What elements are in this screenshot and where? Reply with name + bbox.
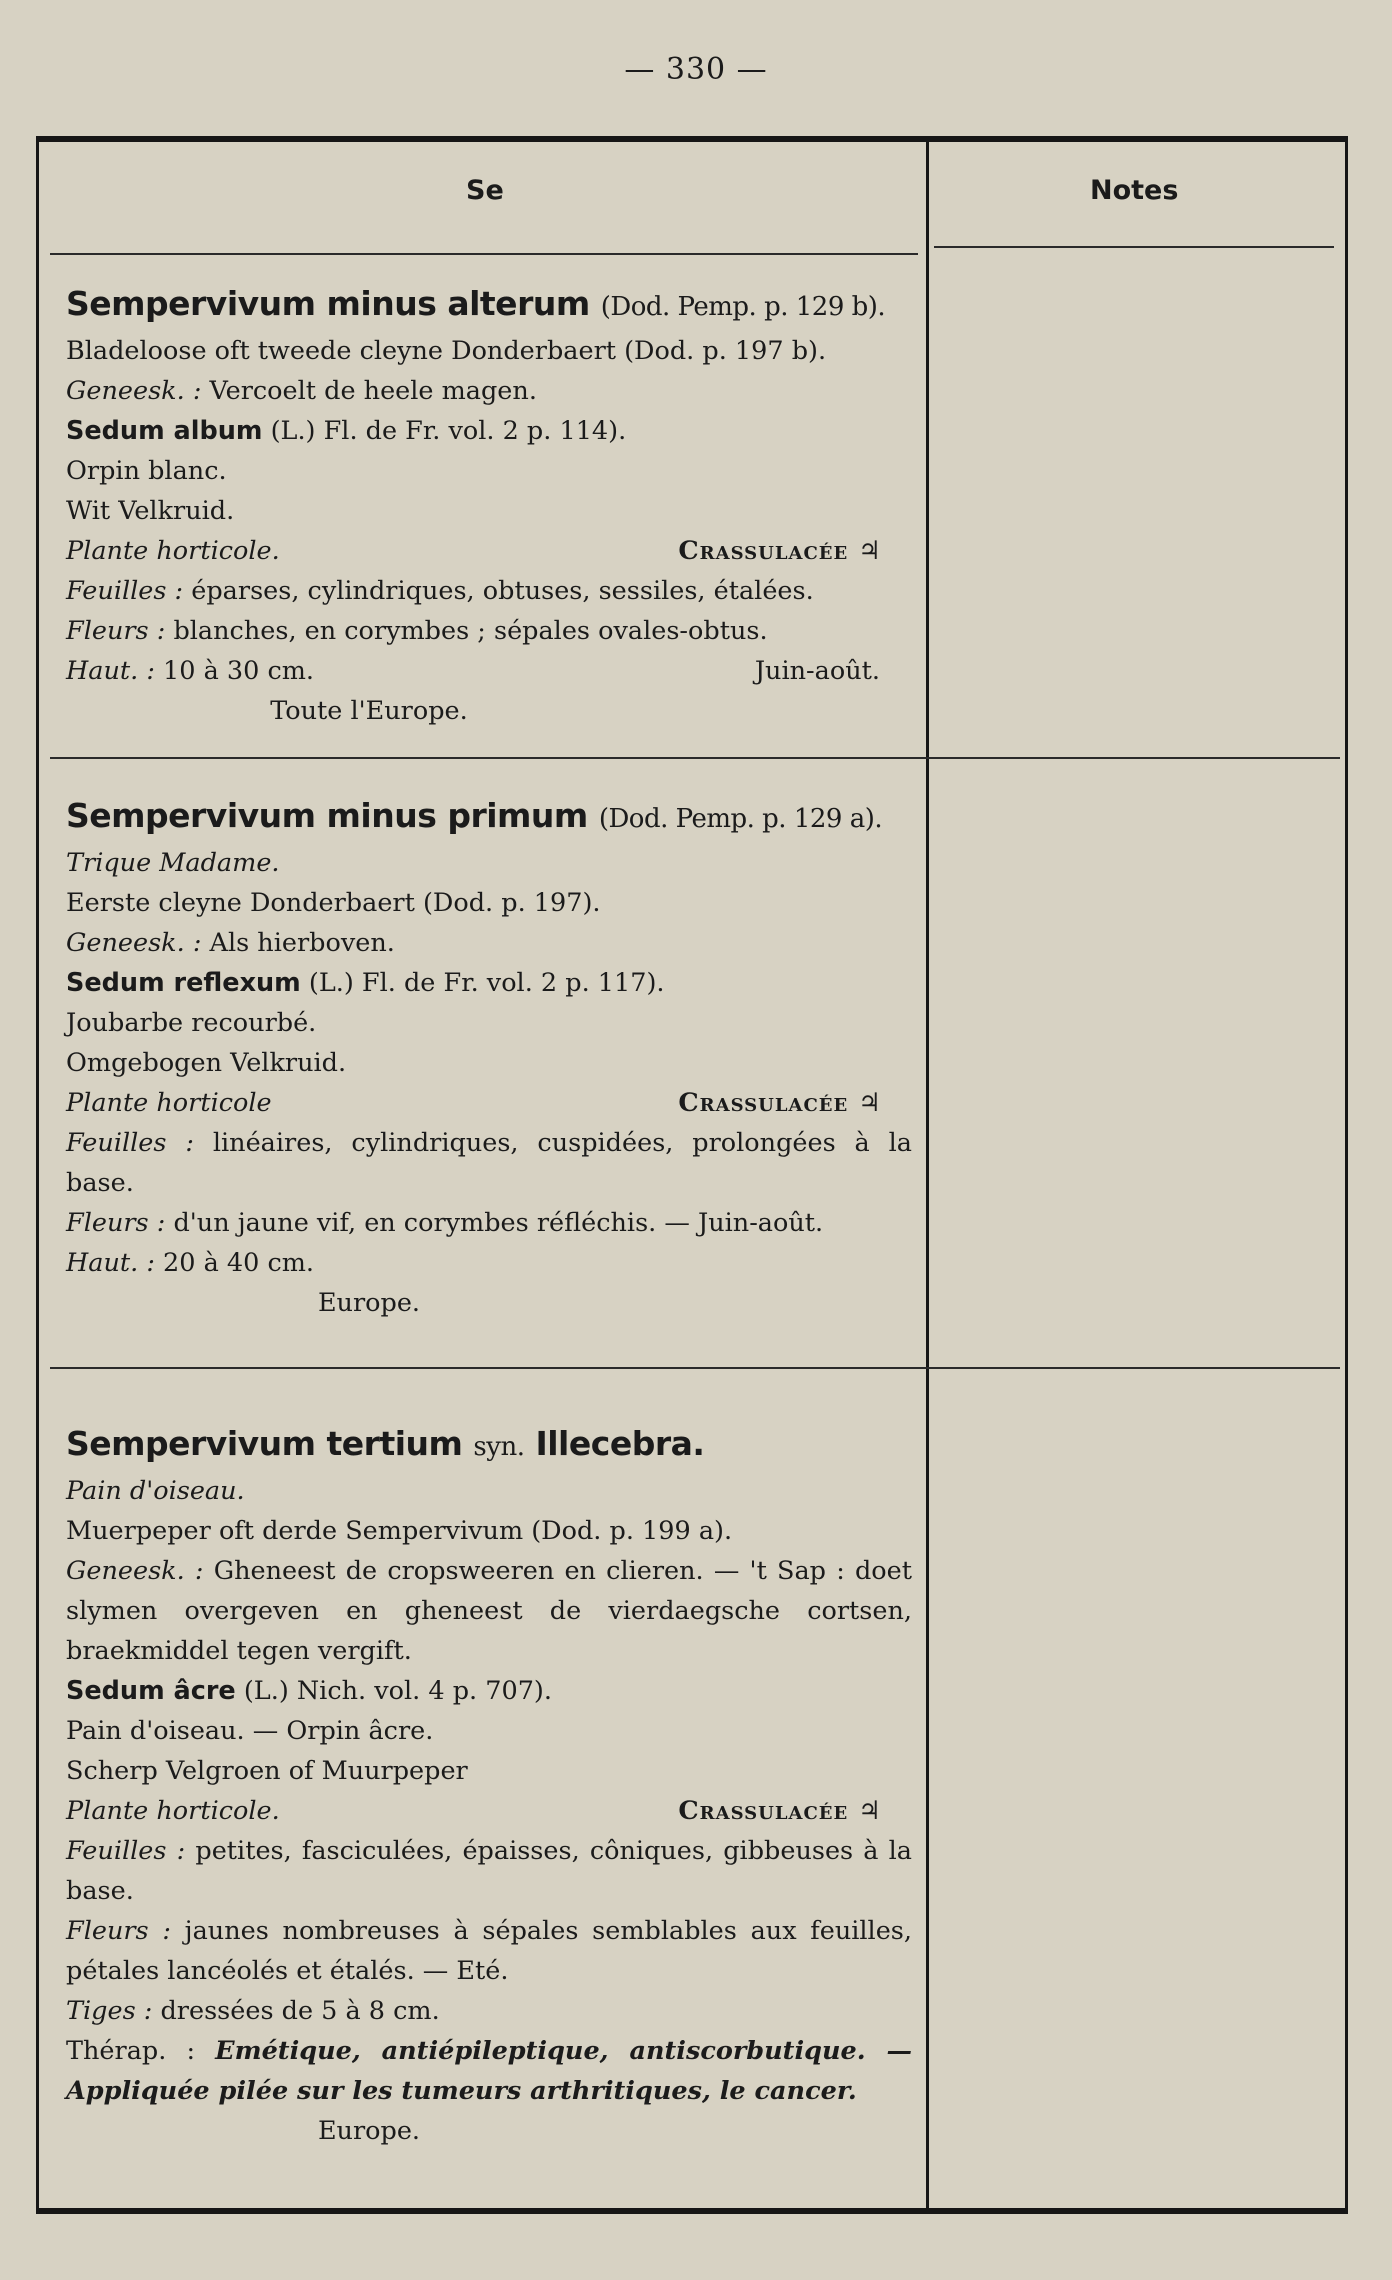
- sedum-line: Sedum reflexum (L.) Fl. de Fr. vol. 2 p. 117).: [66, 968, 665, 998]
- haut-line: Haut. : 10 à 30 cm. Juin-août.: [66, 656, 880, 686]
- entry-2: [66, 792, 912, 1323]
- dutch-name: Muerpeper oft derde Sempervivum (Dod. p. 199 a).: [66, 1516, 733, 1546]
- region: Europe.: [317, 2116, 421, 2146]
- flemish-name: Wit Velkruid.: [66, 496, 235, 526]
- fleurs-line: Fleurs : jaunes nombreuses à sépales semblables aux feuilles, pétales lancéolés et étalés. — Eté.: [66, 1916, 912, 1986]
- family-label: Crassulacée ♃: [678, 1796, 882, 1826]
- region: Europe.: [317, 1288, 421, 1318]
- french-name: Joubarbe recourbé.: [66, 1008, 317, 1038]
- entry-3: [66, 1420, 912, 2151]
- entry-title: Sempervivum tertium syn. Illecebra.: [66, 1424, 705, 1463]
- entry-1: [66, 280, 912, 731]
- header-rule-left: [50, 253, 918, 255]
- family-label: Crassulacée ♃: [678, 536, 882, 566]
- column-divider: [926, 142, 929, 2208]
- row-rule-2: [50, 1367, 1340, 1369]
- common-name: Trique Madame.: [66, 848, 280, 878]
- row-rule-1: [50, 757, 1340, 759]
- flemish-name: Scherp Velgroen of Muurpeper: [66, 1756, 468, 1786]
- therap-line: Thérap. : Emétique, antiépileptique, antiscorbutique. — Appliquée pilée sur les tumeurs arthritiques, le cancer.: [66, 2036, 912, 2106]
- dutch-name: Eerste cleyne Donderbaert (Dod. p. 197).: [66, 888, 601, 918]
- region: Toute l'Europe.: [270, 696, 468, 726]
- french-name: Orpin blanc.: [66, 456, 227, 486]
- fleurs-line: Fleurs : blanches, en corymbes ; sépales ovales-obtus.: [66, 616, 768, 646]
- plante-line: Plante horticole. Crassulacée ♃: [66, 531, 912, 571]
- sedum-line: Sedum album (L.) Fl. de Fr. vol. 2 p. 114).: [66, 416, 627, 446]
- plante-line: Plante horticole Crassulacée ♃: [66, 1083, 912, 1123]
- french-name: Pain d'oiseau. — Orpin âcre.: [66, 1716, 434, 1746]
- geneesk-line: Geneesk. : Vercoelt de heele magen.: [66, 376, 537, 406]
- dutch-name: Bladeloose oft tweede cleyne Donderbaert (Dod. p. 197 b).: [66, 336, 827, 366]
- common-name: Pain d'oiseau.: [66, 1476, 245, 1506]
- geneesk-line: Geneesk. : Als hierboven.: [66, 928, 395, 958]
- geneesk-line: Geneesk. : Gheneest de cropsweeren en clieren. — 't Sap : doet slymen overgeven en gheneest de vierdaegsche cortsen, braekmiddel tegen vergift.: [66, 1556, 912, 1666]
- entry-title: Sempervivum minus alterum (Dod. Pemp. p. 129 b).: [66, 284, 886, 323]
- family-label: Crassulacée ♃: [678, 1088, 882, 1118]
- sedum-line: Sedum âcre (L.) Nich. vol. 4 p. 707).: [66, 1676, 552, 1706]
- header-left: Se: [466, 175, 504, 206]
- feuilles-line: Feuilles : éparses, cylindriques, obtuses, sessiles, étalées.: [66, 576, 814, 606]
- fleurs-line: Fleurs : d'un jaune vif, en corymbes réfléchis. — Juin-août.: [66, 1208, 824, 1238]
- feuilles-line: Feuilles : petites, fasciculées, épaisses, côniques, gibbeuses à la base.: [66, 1836, 913, 1906]
- tiges-line: Tiges : dressées de 5 à 8 cm.: [66, 1996, 440, 2026]
- header-notes: Notes: [1090, 175, 1179, 206]
- flemish-name: Omgebogen Velkruid.: [66, 1048, 347, 1078]
- feuilles-line: Feuilles : linéaires, cylindriques, cuspidées, prolongées à la base.: [66, 1128, 913, 1198]
- entry-title: Sempervivum minus primum (Dod. Pemp. p. 129 a).: [66, 796, 883, 835]
- haut-line: Haut. : 20 à 40 cm.: [66, 1248, 315, 1278]
- plante-line: Plante horticole. Crassulacée ♃: [66, 1791, 912, 1831]
- page-number: — 330 —: [624, 52, 768, 87]
- header-rule-right: [934, 246, 1334, 248]
